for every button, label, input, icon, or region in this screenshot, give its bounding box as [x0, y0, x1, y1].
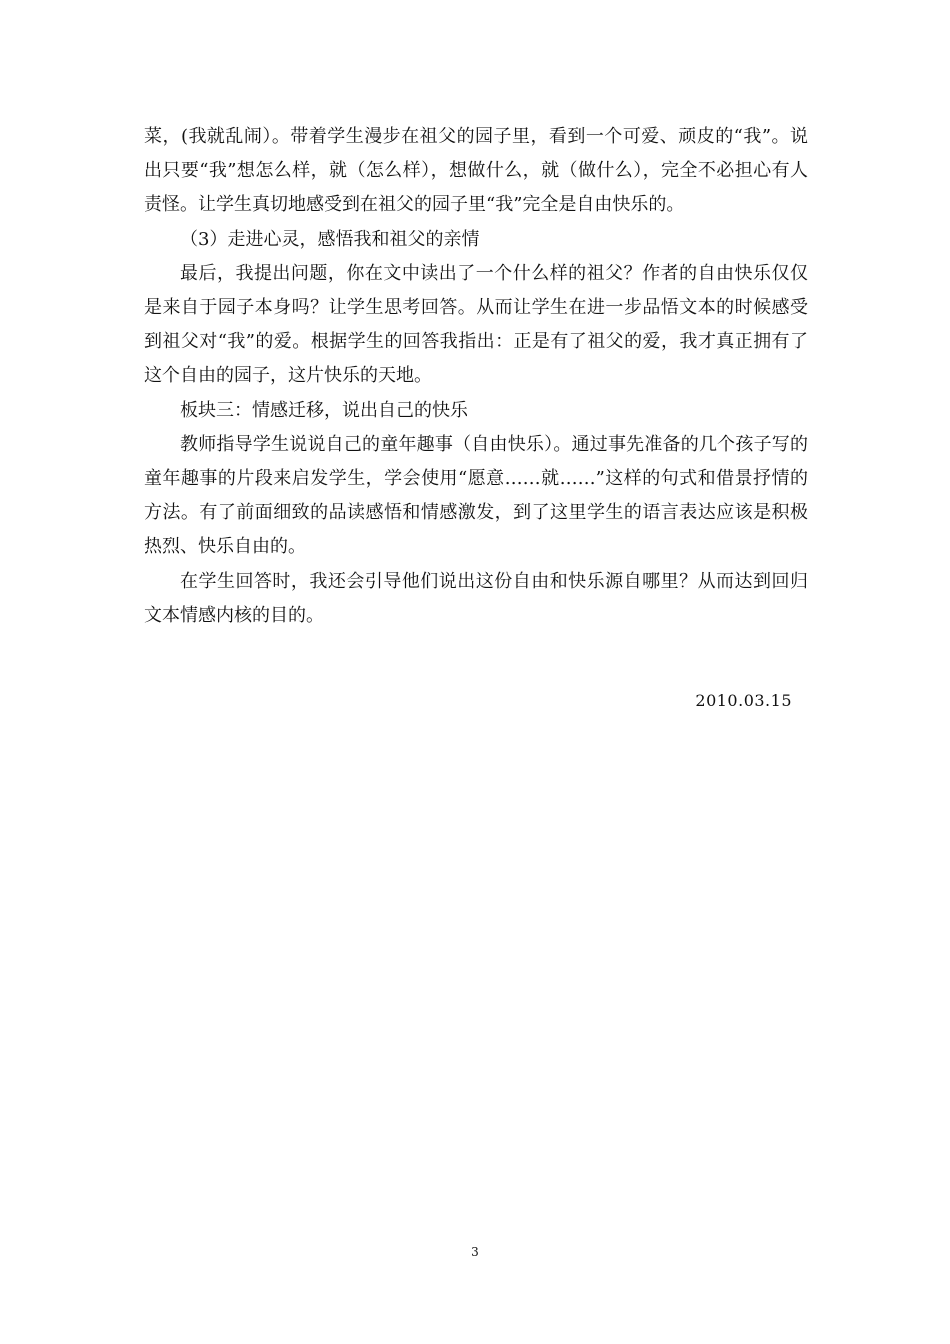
- document-body: [144, 120, 808, 633]
- paragraph-grandfather-love: 最后，我提出问题，你在文中读出了一个什么样的祖父？作者的自由快乐仅仅是来自于园子本身吗？让学生思考回答。从而让学生在进一步品悟文本的时候感受到祖父对“我”的爱。根据学生的回答我指出：正是有了祖父的爱，我才真正拥有了这个自由的园子，这片快乐的天地。: [144, 262, 808, 387]
- paragraph-conclusion: 在学生回答时，我还会引导他们说出这份自由和快乐源自哪里？从而达到回归文本情感内核的目的。: [144, 570, 808, 626]
- paragraph-continuation: 菜，(我就乱闹）。带着学生漫步在祖父的园子里，看到一个可爱、顽皮的“我”。说出只要“我”想怎么样，就（怎么样），想做什么，就（做什么），完全不必担心有人责怪。让学生真切地感受到在祖父的园子里“我”完全是自由快乐的。: [144, 126, 808, 216]
- section-heading-3: （3）走进心灵，感悟我和祖父的亲情: [180, 228, 480, 250]
- paragraph-childhood-stories: 教师指导学生说说自己的童年趣事（自由快乐）。通过事先准备的几个孩子写的童年趣事的片段来启发学生，学会使用“愿意……就……”这样的句式和借景抒情的方法。有了前面细致的品读感悟和情感激发，到了这里学生的语言表达应该是积极热烈、快乐自由的。: [144, 433, 808, 558]
- document-date: 2010.03.15: [695, 691, 792, 710]
- page-number: 3: [471, 1245, 479, 1259]
- section-heading-block-3: 板块三：情感迁移，说出自己的快乐: [180, 399, 468, 421]
